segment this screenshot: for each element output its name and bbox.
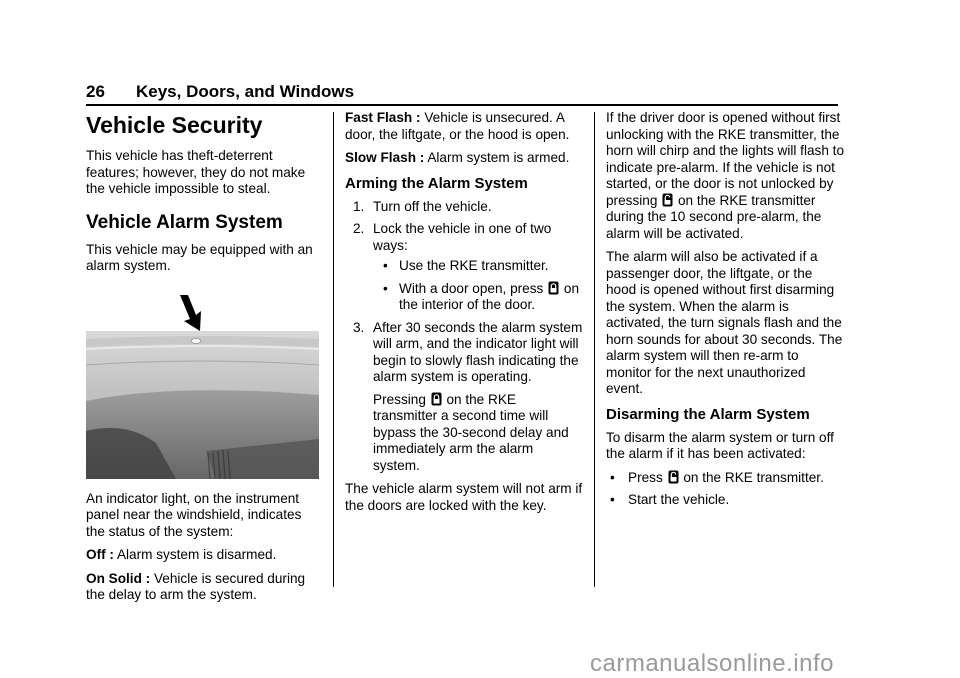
list-item: [606, 492, 844, 509]
bullet-text: With a door open, press: [399, 280, 544, 296]
section-title: Vehicle Security: [86, 112, 263, 138]
status-off: [86, 547, 322, 564]
list-item: [345, 221, 583, 314]
unlock-icon: [662, 193, 673, 207]
lock-icon: [431, 392, 442, 406]
bullet-text: Press: [628, 469, 663, 485]
arming-steps: [345, 199, 583, 475]
arming-heading: Arming the Alarm System: [345, 174, 528, 192]
alarm-heading: Vehicle Alarm System: [86, 211, 283, 233]
column-left: [86, 110, 322, 611]
step-text: Lock the vehicle in one of two ways:: [373, 221, 552, 253]
watermark-link[interactable]: carmanualsonline.info: [590, 650, 834, 677]
unlock-icon: [668, 470, 679, 484]
indicator-paragraph: An indicator light, on the instrument panel near the windshield, indicates the status of the system:: [86, 490, 302, 539]
step-text: After 30 seconds the alarm system will arm, and the indicator light will begin to slowly flash indicating the alarm system is operating.: [373, 319, 583, 384]
disarm-methods: [606, 470, 844, 509]
status-slow-flash: [345, 150, 583, 167]
term-off: Off :: [86, 547, 114, 562]
lock-icon: [548, 281, 559, 295]
pressing-paragraph: [373, 392, 583, 475]
bullet-text: on the RKE transmitter.: [683, 469, 824, 485]
list-item: [373, 258, 583, 275]
status-on-solid: [86, 571, 322, 604]
list-item: [373, 281, 583, 314]
disarming-heading: Disarming the Alarm System: [606, 405, 810, 423]
bullet-mark: •: [383, 280, 388, 296]
bullet-text: Use the RKE transmitter.: [399, 258, 549, 273]
driver-text: If the driver door is opened without first unlocking with the RKE transmitter, the horn will chirp and the lights will flash to indicate pre-alarm. If the vehicle is not started, or the door is not unlocked by pressing: [606, 110, 845, 208]
list-item: [345, 320, 583, 475]
list-item: [606, 470, 844, 487]
driver-door-paragraph: [606, 110, 844, 242]
term-slow-flash: Slow Flash :: [345, 150, 425, 165]
page-header: [86, 82, 838, 106]
not-arm-paragraph: The vehicle alarm system will not arm if the doors are locked with the key.: [345, 481, 583, 513]
desc-off: Alarm system is disarmed.: [116, 547, 277, 562]
desc-on-solid: Vehicle is secured during the delay to arm the system.: [86, 570, 306, 602]
list-item: [345, 199, 583, 216]
dashboard-figure: [86, 293, 319, 479]
page-number: 26: [86, 82, 105, 101]
status-fast-flash: [345, 110, 583, 143]
pressing-text: Pressing: [373, 391, 426, 407]
step-number: 2.: [353, 221, 365, 236]
column-right: [606, 110, 844, 515]
passenger-door-paragraph: The alarm will also be activated if a passenger door, the liftgate, or the hood is opened without first disarming the system. When the alarm is activated, the turn signals flash and the horn sounds for about 30 seconds. The alarm system will then re-arm to monitor for the next unauthorized event.: [606, 249, 843, 396]
column-divider: [594, 112, 595, 587]
term-fast-flash: Fast Flash :: [345, 110, 421, 125]
pressing-text: on the RKE transmitter a second time will bypass the 30-second delay and immediately arm the alarm system.: [373, 391, 569, 473]
chapter-title: Keys, Doors, and Windows: [136, 82, 355, 101]
step-text: Turn off the vehicle.: [373, 198, 492, 214]
column-middle: [345, 110, 583, 521]
step-number: 3.: [353, 319, 365, 335]
driver-text: on the RKE transmitter during the 10 second pre-alarm, the alarm will be activated.: [606, 192, 822, 241]
windshield-photo: [86, 331, 319, 479]
desc-fast-flash: Vehicle is unsecured. A door, the liftgate, or the hood is open.: [345, 110, 570, 142]
desc-slow-flash: Alarm system is armed.: [427, 150, 570, 165]
alarm-intro: This vehicle may be equipped with an alarm system.: [86, 241, 313, 273]
step-number: 1.: [353, 198, 365, 214]
bullet-text: on the interior of the door.: [399, 280, 580, 312]
bullet-text: Start the vehicle.: [628, 492, 730, 507]
term-on-solid: On Solid :: [86, 570, 151, 586]
lock-methods: [373, 258, 583, 314]
bullet-mark: •: [610, 492, 615, 507]
bullet-mark: •: [383, 258, 388, 273]
disarm-intro: To disarm the alarm system or turn off the alarm if it has been activated:: [606, 429, 834, 461]
column-divider: [333, 112, 334, 587]
intro-paragraph: This vehicle has theft-deterrent features; however, they do not make the vehicle impossible to steal.: [86, 148, 306, 196]
bullet-mark: •: [610, 469, 615, 485]
